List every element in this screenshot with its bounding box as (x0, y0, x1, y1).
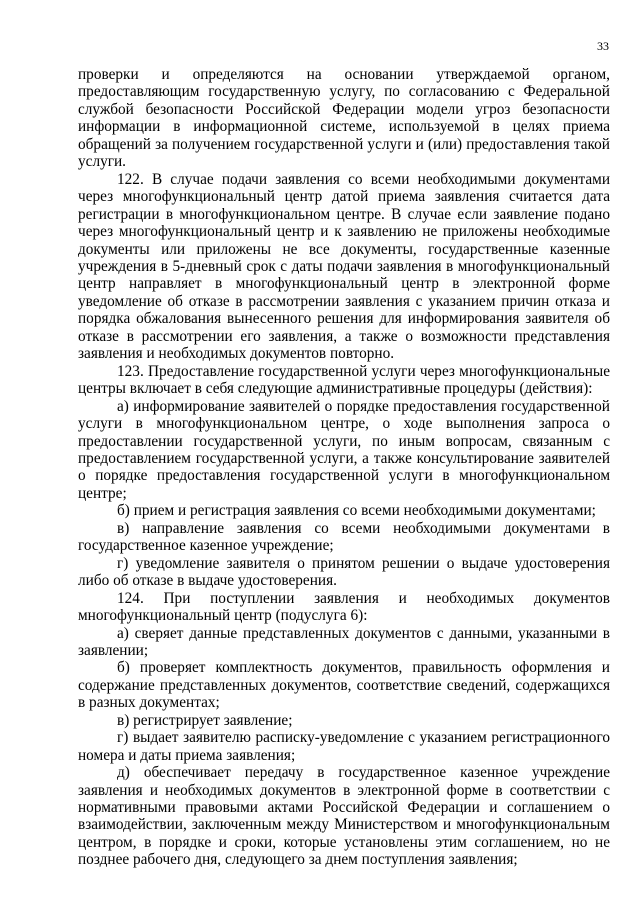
paragraph-123: 123. Предоставление государственной услуги через многофункциональные центры включает в себя следующие административные процедуры (действия): (78, 362, 610, 398)
paragraph-124: 124. При поступлении заявления и необходимых документов многофункциональный центр (подуслуга 6): (78, 589, 610, 625)
paragraph-123-b: б) прием и регистрация заявления со всеми необходимыми документами; (117, 502, 596, 520)
paragraph-123-v: в) направление заявления со всеми необходимыми документами в государственное казенное учреждение; (78, 519, 610, 555)
paragraph-124-a: а) сверяет данные представленных документов с данными, указанными в заявлении; (78, 624, 610, 659)
paragraph-123-a: а) информирование заявителей о порядке предоставления государственной услуги в многофункциональном центре, о ходе выполнения запроса о предоставлении государственной услуги, по иным вопросам, связанным с предоставлением государственной услуги, а также консультирование заявителей о порядке предоставления государственной услуги в многофункциональном центре; (78, 397, 610, 502)
page-number: 33 (597, 39, 609, 53)
paragraph-continuation: проверки и определяются на основании утверждаемой органом, предоставляющим государственную услугу, по согласованию с Федеральной службой безопасности Российской Федерации модели угроз безопасности информации в информационной системе, используемой в целях приема обращений за получением государственной услуги и (или) предоставления такой услуги. (78, 66, 610, 171)
paragraph-124-g: г) выдает заявителю расписку-уведомление с указанием регистрационного номера и даты приема заявления; (78, 729, 610, 764)
document-body (78, 66, 610, 869)
paragraph-124-v: в) регистрирует заявление; (117, 711, 293, 729)
paragraph-123-g: г) уведомление заявителя о принятом решении о выдаче удостоверения либо об отказе в выдаче удостоверения. (78, 554, 610, 590)
paragraph-124-b: б) проверяет комплектность документов, правильность оформления и содержание представленных документов, соответствие сведений, содержащихся в разных документах; (78, 659, 610, 712)
paragraph-122: 122. В случае подачи заявления со всеми необходимыми документами через многофункциональный центр датой приема заявления считается дата регистрации в многофункциональном центре. В случае если заявление подано через многофункциональный центр и к заявлению не приложены необходимые документы или приложены не все документы, государственные казенные учреждения в 5-дневный срок с даты подачи заявления в многофункциональный центр направляет в многофункциональный центр в электронной форме уведомление об отказе в рассмотрении заявления с указанием причин отказа и порядка обжалования вынесенного решения для информирования заявителя об отказе в рассмотрении его заявления, а также о возможности представления заявления и необходимых документов повторно. (78, 170, 610, 363)
paragraph-124-d: д) обеспечивает передачу в государственное казенное учреждение заявления и необходимых документов в электронной форме в соответствии с нормативными правовыми актами Российской Федерации и соглашением о взаимодействии, заключенным между Министерством и многофункциональным центром, в порядке и сроки, которые установлены этим соглашением, но не позднее рабочего дня, следующего за днем поступления заявления; (78, 764, 610, 869)
